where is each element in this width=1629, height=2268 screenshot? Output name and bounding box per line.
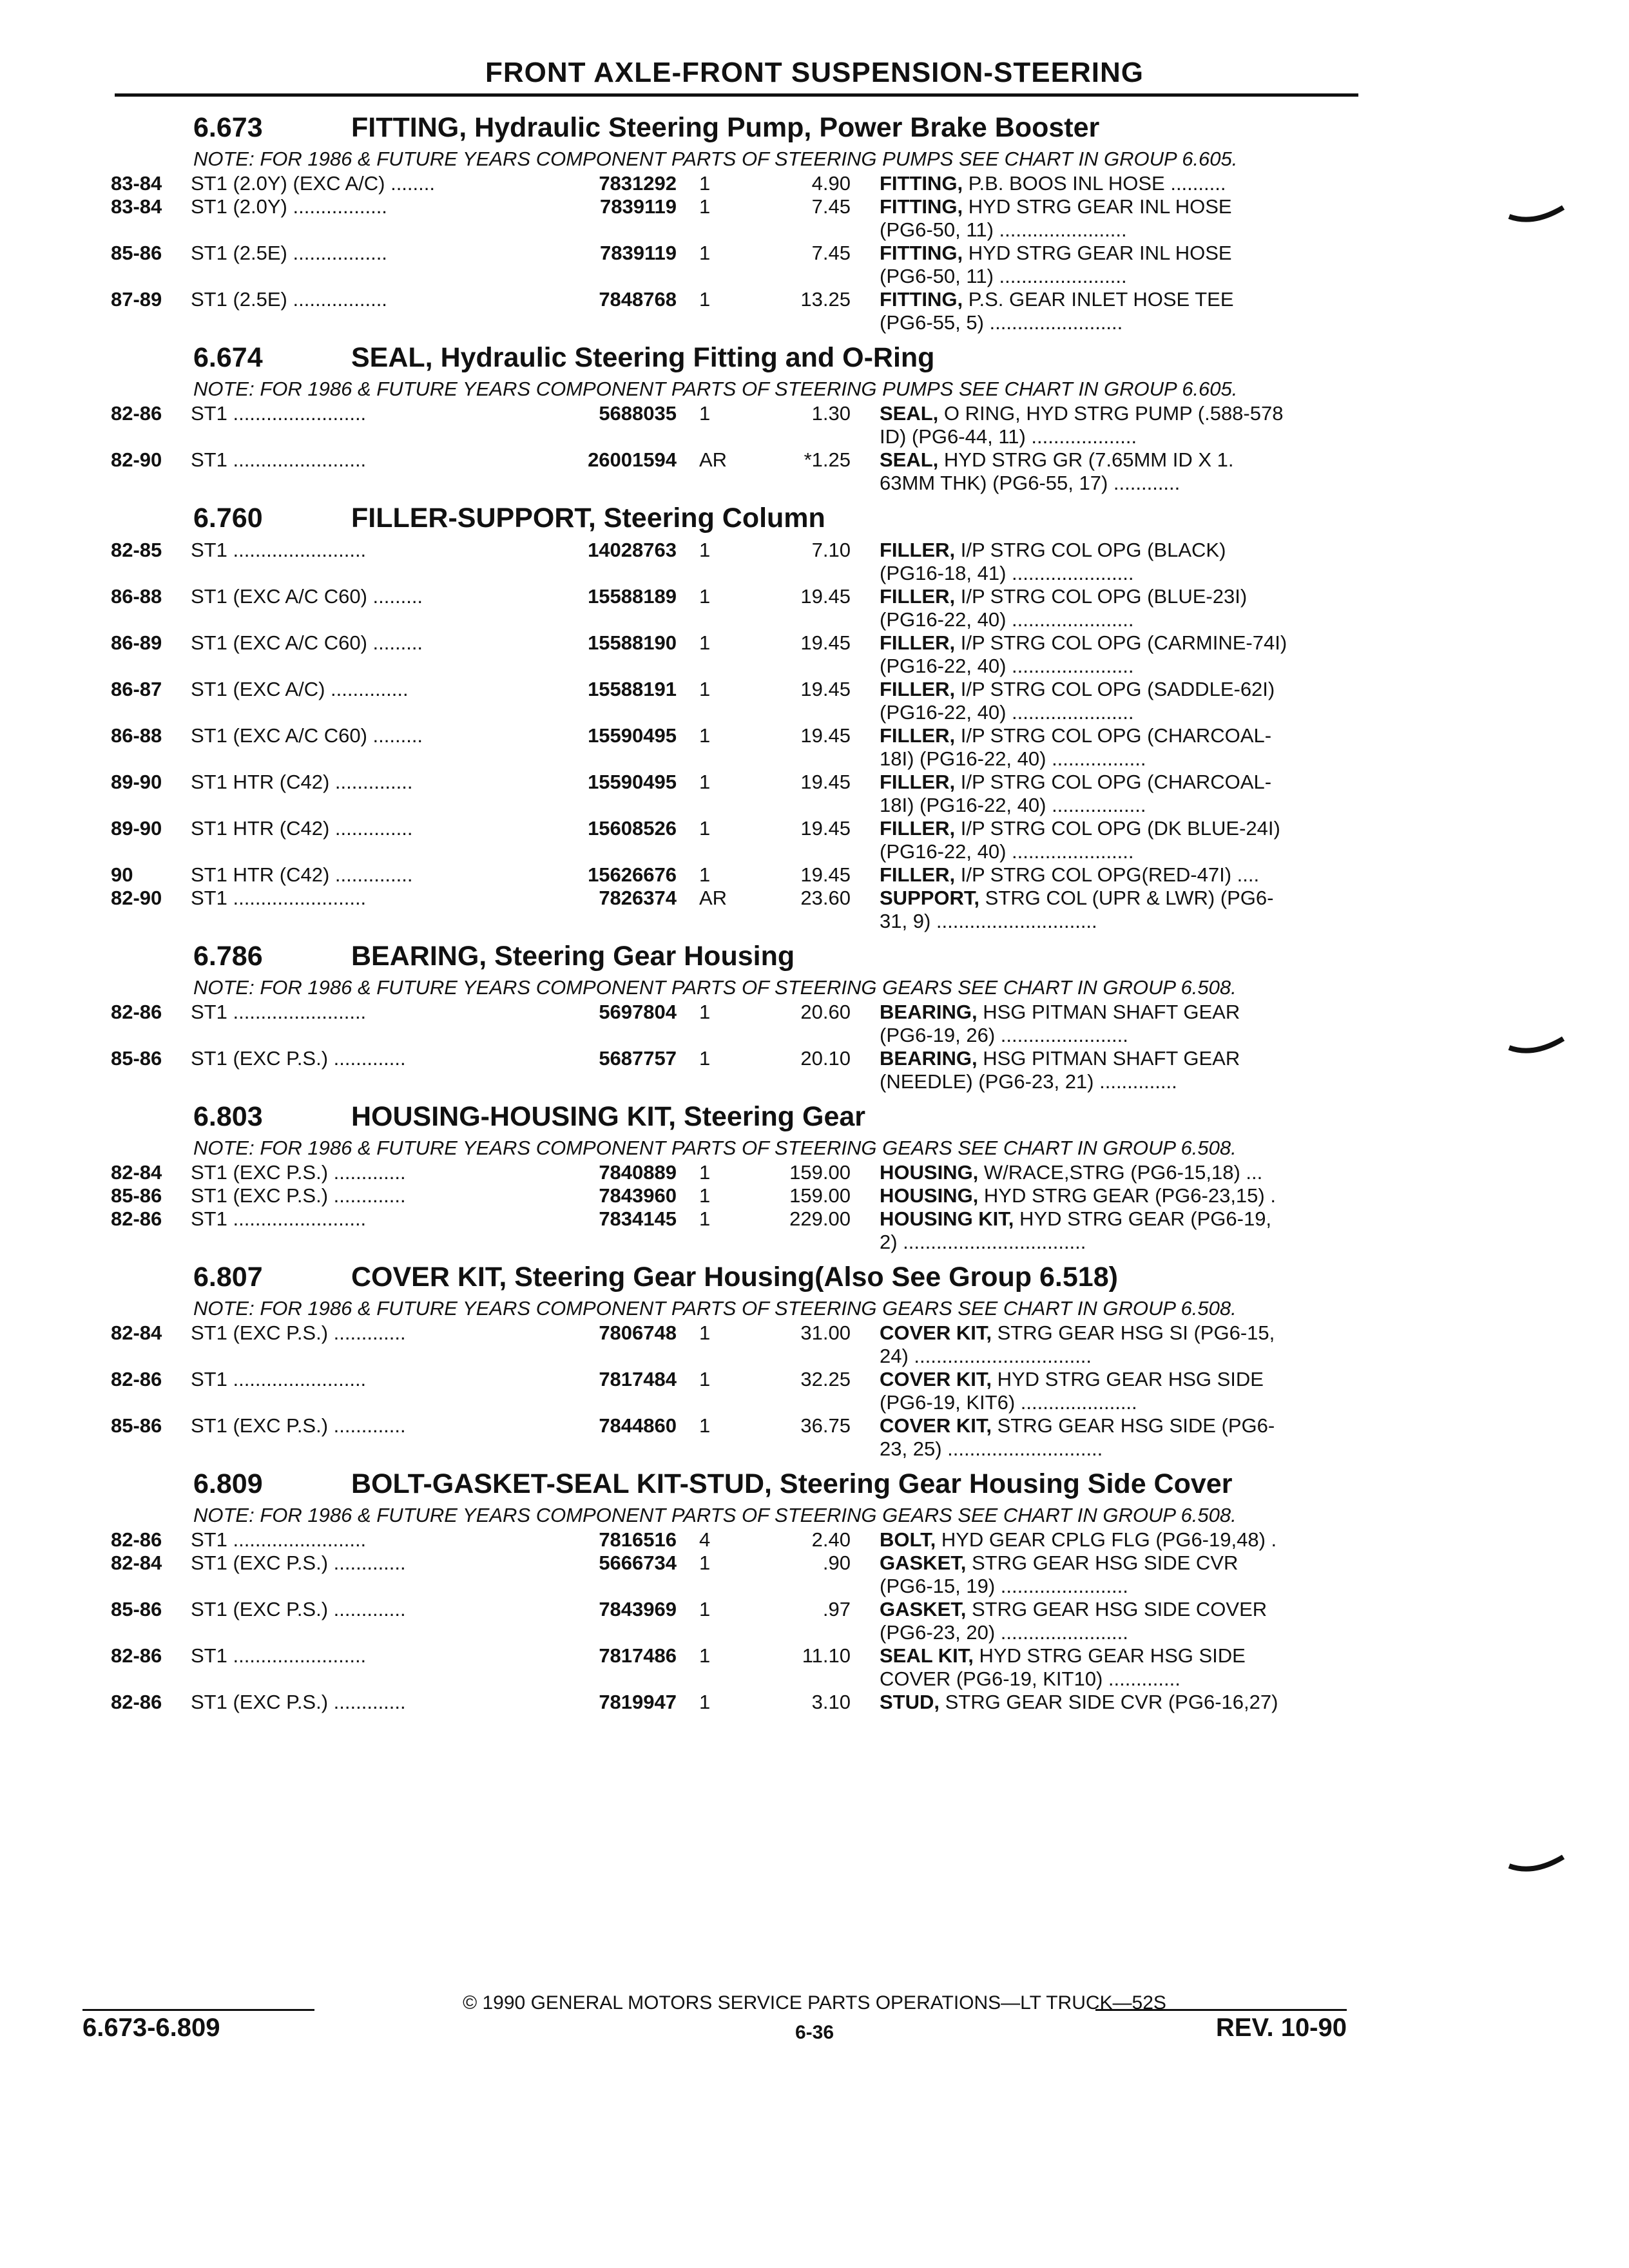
part-years: 82-86 bbox=[111, 1644, 162, 1667]
part-name: FITTING, bbox=[880, 288, 963, 311]
part-quantity: 1 bbox=[699, 242, 711, 264]
part-detail: P.S. GEAR INLET HOSE TEE (PG6-55, 5) ........................ bbox=[880, 288, 1234, 334]
part-detail: W/RACE,STRG (PG6-15,18) ... bbox=[978, 1161, 1263, 1184]
part-description bbox=[880, 288, 1363, 334]
part-row bbox=[0, 288, 1629, 334]
part-name: COVER KIT, bbox=[880, 1321, 992, 1344]
part-detail: HYD STRG GR (7.65MM ID X 1. 63MM THK) (PG6-55, 17) ............ bbox=[880, 448, 1234, 494]
parts-list bbox=[0, 108, 1629, 1718]
part-number: 7816516 bbox=[599, 1528, 677, 1551]
part-years: 82-85 bbox=[111, 539, 162, 561]
part-model: ST1 (EXC P.S.) ............. bbox=[191, 1047, 406, 1070]
part-row bbox=[0, 1001, 1629, 1047]
parts-group bbox=[0, 338, 1629, 495]
part-number: 7839119 bbox=[600, 195, 677, 218]
part-price: .90 bbox=[822, 1552, 851, 1574]
group-title: COVER KIT, Steering Gear Housing(Also See Group 6.518) bbox=[351, 1262, 1118, 1293]
part-detail: STRG COL (UPR & LWR) (PG6- 31, 9) ............................. bbox=[880, 887, 1274, 932]
group-title: BEARING, Steering Gear Housing bbox=[351, 941, 795, 972]
group-title: FILLER-SUPPORT, Steering Column bbox=[351, 503, 825, 533]
part-row bbox=[0, 448, 1629, 495]
part-row bbox=[0, 817, 1629, 863]
part-years: 82-86 bbox=[111, 1207, 162, 1230]
part-number: 7839119 bbox=[600, 242, 677, 264]
part-number: 5687757 bbox=[599, 1047, 677, 1070]
part-quantity: 4 bbox=[699, 1528, 711, 1551]
part-years: 82-90 bbox=[111, 448, 162, 471]
part-detail: I/P STRG COL OPG (CHARCOAL- 18I) (PG16-22, 40) ................. bbox=[880, 771, 1272, 816]
part-price: 32.25 bbox=[800, 1368, 851, 1390]
part-detail: I/P STRG COL OPG (BLACK) (PG16-18, 41) ...................... bbox=[880, 539, 1226, 584]
part-number: 7840889 bbox=[599, 1161, 677, 1184]
group-note: NOTE: FOR 1986 & FUTURE YEARS COMPONENT PARTS OF STEERING GEARS SEE CHART IN GROUP 6.508. bbox=[193, 1297, 1237, 1320]
part-name: SEAL, bbox=[880, 448, 939, 471]
part-model: ST1 (EXC A/C C60) ......... bbox=[191, 631, 423, 654]
part-quantity: 1 bbox=[699, 288, 711, 311]
footer-copyright: © 1990 GENERAL MOTORS SERVICE PARTS OPERATIONS—LT TRUCK—52S bbox=[463, 1992, 1166, 2013]
part-detail: I/P STRG COL OPG (DK BLUE-24I) (PG16-22, 40) ...................... bbox=[880, 817, 1280, 863]
part-model: ST1 (EXC P.S.) ............. bbox=[191, 1691, 406, 1713]
part-name: SEAL KIT, bbox=[880, 1644, 974, 1667]
part-price: .97 bbox=[822, 1598, 851, 1620]
part-row bbox=[0, 1047, 1629, 1093]
part-description bbox=[880, 1414, 1363, 1461]
part-number: 7848768 bbox=[599, 288, 677, 311]
part-name: FITTING, bbox=[880, 242, 963, 264]
part-row bbox=[0, 172, 1629, 195]
parts-group bbox=[0, 1258, 1629, 1461]
part-number: 7826374 bbox=[599, 887, 677, 909]
part-detail: HYD STRG GEAR HSG SIDE (PG6-19, KIT6) ..................... bbox=[880, 1368, 1264, 1414]
group-note: NOTE: FOR 1986 & FUTURE YEARS COMPONENT PARTS OF STEERING PUMPS SEE CHART IN GROUP 6.605. bbox=[193, 378, 1238, 400]
part-years: 85-86 bbox=[111, 1414, 162, 1437]
part-description bbox=[880, 1047, 1363, 1093]
part-detail: HSG PITMAN SHAFT GEAR (NEEDLE) (PG6-23, 21) .............. bbox=[880, 1047, 1240, 1093]
group-heading bbox=[0, 1097, 1629, 1137]
part-years: 82-90 bbox=[111, 887, 162, 909]
part-quantity: 1 bbox=[699, 771, 711, 793]
part-description bbox=[880, 631, 1363, 678]
part-name: FILLER, bbox=[880, 771, 956, 793]
part-quantity: 1 bbox=[699, 1368, 711, 1390]
part-price: 23.60 bbox=[800, 887, 851, 909]
part-years: 85-86 bbox=[111, 1184, 162, 1207]
part-quantity: 1 bbox=[699, 195, 711, 218]
part-number: 15590495 bbox=[588, 771, 677, 793]
part-row bbox=[0, 1184, 1629, 1207]
part-price: 7.45 bbox=[811, 242, 851, 264]
part-name: BEARING, bbox=[880, 1001, 978, 1023]
part-name: STUD, bbox=[880, 1691, 940, 1713]
part-price: 3.10 bbox=[811, 1691, 851, 1713]
part-detail: STRG GEAR SIDE CVR (PG6-16,27) bbox=[940, 1691, 1278, 1713]
part-description bbox=[880, 863, 1363, 887]
part-detail: STRG GEAR HSG SIDE COVER (PG6-23, 20) ....................... bbox=[880, 1598, 1268, 1644]
part-row bbox=[0, 402, 1629, 448]
part-model: ST1 (EXC P.S.) ............. bbox=[191, 1321, 406, 1344]
group-heading bbox=[0, 499, 1629, 539]
part-model: ST1 (2.5E) ................. bbox=[191, 288, 387, 311]
part-model: ST1 ........................ bbox=[191, 402, 367, 425]
part-years: 83-84 bbox=[111, 172, 162, 195]
group-number: 6.760 bbox=[193, 503, 263, 533]
parts-group bbox=[0, 1097, 1629, 1254]
group-heading bbox=[0, 108, 1629, 148]
part-price: 19.45 bbox=[800, 678, 851, 700]
part-quantity: 1 bbox=[699, 1207, 711, 1230]
part-price: 20.60 bbox=[800, 1001, 851, 1023]
part-model: ST1 HTR (C42) .............. bbox=[191, 771, 413, 793]
part-quantity: AR bbox=[699, 448, 728, 471]
part-name: SUPPORT, bbox=[880, 887, 980, 909]
part-price: 13.25 bbox=[800, 288, 851, 311]
part-name: FILLER, bbox=[880, 817, 956, 840]
part-model: ST1 ........................ bbox=[191, 1207, 367, 1230]
group-number: 6.807 bbox=[193, 1262, 263, 1293]
part-quantity: 1 bbox=[699, 1414, 711, 1437]
part-name: FILLER, bbox=[880, 631, 956, 654]
part-detail: HYD STRG GEAR INL HOSE (PG6-50, 11) ....................... bbox=[880, 195, 1232, 241]
part-price: 159.00 bbox=[789, 1161, 851, 1184]
part-number: 26001594 bbox=[588, 448, 677, 471]
part-quantity: 1 bbox=[699, 585, 711, 608]
part-name: HOUSING, bbox=[880, 1184, 979, 1207]
part-price: 229.00 bbox=[789, 1207, 851, 1230]
part-price: 19.45 bbox=[800, 863, 851, 886]
part-price: 19.45 bbox=[800, 585, 851, 608]
part-years: 82-86 bbox=[111, 402, 162, 425]
part-model: ST1 (EXC P.S.) ............. bbox=[191, 1414, 406, 1437]
part-model: ST1 (EXC A/C C60) ......... bbox=[191, 724, 423, 747]
part-name: FILLER, bbox=[880, 539, 956, 561]
part-model: ST1 ........................ bbox=[191, 1368, 367, 1390]
part-description bbox=[880, 242, 1363, 288]
part-description bbox=[880, 1528, 1363, 1552]
part-quantity: 1 bbox=[699, 863, 711, 886]
part-row bbox=[0, 1368, 1629, 1414]
part-name: COVER KIT, bbox=[880, 1368, 992, 1390]
part-description bbox=[880, 1207, 1363, 1254]
part-quantity: 1 bbox=[699, 1047, 711, 1070]
part-row bbox=[0, 195, 1629, 242]
part-description bbox=[880, 1368, 1363, 1414]
group-number: 6.809 bbox=[193, 1468, 263, 1499]
part-model: ST1 ........................ bbox=[191, 1644, 367, 1667]
part-detail: I/P STRG COL OPG (SADDLE-62I) (PG16-22, 40) ...................... bbox=[880, 678, 1275, 724]
part-name: FILLER, bbox=[880, 585, 956, 608]
part-detail: O RING, HYD STRG PUMP (.588-578 ID) (PG6-44, 11) ................... bbox=[880, 402, 1284, 448]
part-description bbox=[880, 1184, 1363, 1207]
part-price: 19.45 bbox=[800, 631, 851, 654]
part-detail: STRG GEAR HSG SIDE (PG6- 23, 25) ............................ bbox=[880, 1414, 1275, 1460]
part-number: 5666734 bbox=[599, 1552, 677, 1574]
part-number: 7817484 bbox=[599, 1368, 677, 1390]
part-description bbox=[880, 724, 1363, 771]
group-number: 6.803 bbox=[193, 1101, 263, 1132]
part-quantity: 1 bbox=[699, 539, 711, 561]
part-detail: I/P STRG COL OPG (CARMINE-74I) (PG16-22, 40) ...................... bbox=[880, 631, 1287, 677]
part-name: FILLER, bbox=[880, 724, 956, 747]
group-number: 6.786 bbox=[193, 941, 263, 972]
part-detail: STRG GEAR HSG SIDE CVR (PG6-15, 19) ....................... bbox=[880, 1552, 1239, 1597]
part-years: 83-84 bbox=[111, 195, 162, 218]
footer-page-number: 6-36 bbox=[795, 2022, 834, 2043]
part-description bbox=[880, 195, 1363, 242]
part-row bbox=[0, 1644, 1629, 1691]
part-years: 86-87 bbox=[111, 678, 162, 700]
part-description bbox=[880, 402, 1363, 448]
part-quantity: 1 bbox=[699, 1644, 711, 1667]
part-name: BOLT, bbox=[880, 1528, 936, 1551]
part-row bbox=[0, 1321, 1629, 1368]
part-model: ST1 HTR (C42) .............. bbox=[191, 863, 413, 886]
part-description bbox=[880, 771, 1363, 817]
part-row bbox=[0, 1161, 1629, 1184]
part-quantity: 1 bbox=[699, 1184, 711, 1207]
part-description bbox=[880, 448, 1363, 495]
part-row bbox=[0, 771, 1629, 817]
part-years: 82-86 bbox=[111, 1001, 162, 1023]
parts-group bbox=[0, 108, 1629, 334]
part-quantity: 1 bbox=[699, 402, 711, 425]
part-model: ST1 ........................ bbox=[191, 1001, 367, 1023]
part-price: *1.25 bbox=[804, 448, 851, 471]
part-price: 20.10 bbox=[800, 1047, 851, 1070]
part-name: BEARING, bbox=[880, 1047, 978, 1070]
group-heading bbox=[0, 1465, 1629, 1504]
part-row bbox=[0, 1207, 1629, 1254]
part-description bbox=[880, 1001, 1363, 1047]
part-price: 11.10 bbox=[802, 1644, 851, 1667]
part-model: ST1 ........................ bbox=[191, 448, 367, 471]
part-number: 15626676 bbox=[588, 863, 677, 886]
part-description bbox=[880, 539, 1363, 585]
part-model: ST1 ........................ bbox=[191, 539, 367, 561]
part-years: 89-90 bbox=[111, 817, 162, 840]
part-years: 82-86 bbox=[111, 1528, 162, 1551]
check-mark-icon bbox=[1508, 1036, 1566, 1062]
part-row bbox=[0, 678, 1629, 724]
group-heading bbox=[0, 1258, 1629, 1298]
part-model: ST1 (2.0Y) ................. bbox=[191, 195, 387, 218]
part-row bbox=[0, 887, 1629, 933]
part-description bbox=[880, 1321, 1363, 1368]
part-price: 19.45 bbox=[800, 817, 851, 840]
part-years: 89-90 bbox=[111, 771, 162, 793]
check-mark-icon bbox=[1508, 205, 1566, 231]
part-detail: STRG GEAR HSG SI (PG6-15, 24) ................................ bbox=[880, 1321, 1275, 1367]
group-note: NOTE: FOR 1986 & FUTURE YEARS COMPONENT PARTS OF STEERING GEARS SEE CHART IN GROUP 6.508. bbox=[193, 976, 1237, 999]
part-name: COVER KIT, bbox=[880, 1414, 992, 1437]
part-number: 7806748 bbox=[599, 1321, 677, 1344]
part-row bbox=[0, 1598, 1629, 1644]
part-name: GASKET, bbox=[880, 1598, 967, 1620]
part-price: 4.90 bbox=[811, 172, 851, 195]
part-model: ST1 (EXC P.S.) ............. bbox=[191, 1552, 406, 1574]
part-quantity: 1 bbox=[699, 1321, 711, 1344]
part-name: HOUSING, bbox=[880, 1161, 979, 1184]
part-row bbox=[0, 242, 1629, 288]
part-number: 7834145 bbox=[599, 1207, 677, 1230]
part-number: 5688035 bbox=[599, 402, 677, 425]
parts-group bbox=[0, 937, 1629, 1093]
group-title: HOUSING-HOUSING KIT, Steering Gear bbox=[351, 1101, 866, 1132]
part-number: 7817486 bbox=[599, 1644, 677, 1667]
part-detail: P.B. BOOS INL HOSE .......... bbox=[963, 172, 1226, 195]
group-heading bbox=[0, 338, 1629, 378]
part-quantity: 1 bbox=[699, 631, 711, 654]
footer-revision: REV. 10-90 bbox=[1215, 2013, 1347, 2042]
part-model: ST1 ........................ bbox=[191, 1528, 367, 1551]
footer-group-range: 6.673-6.809 bbox=[82, 2013, 220, 2042]
part-quantity: 1 bbox=[699, 678, 711, 700]
part-quantity: AR bbox=[699, 887, 728, 909]
group-note: NOTE: FOR 1986 & FUTURE YEARS COMPONENT PARTS OF STEERING GEARS SEE CHART IN GROUP 6.508. bbox=[193, 1504, 1237, 1526]
part-price: 31.00 bbox=[800, 1321, 851, 1344]
part-number: 15588191 bbox=[588, 678, 677, 700]
part-number: 5697804 bbox=[599, 1001, 677, 1023]
page-header-title: FRONT AXLE-FRONT SUSPENSION-STEERING bbox=[485, 57, 1144, 88]
part-row bbox=[0, 1552, 1629, 1598]
part-years: 82-84 bbox=[111, 1321, 162, 1344]
group-note: NOTE: FOR 1986 & FUTURE YEARS COMPONENT PARTS OF STEERING PUMPS SEE CHART IN GROUP 6.605. bbox=[193, 148, 1238, 170]
group-title: FITTING, Hydraulic Steering Pump, Power Brake Booster bbox=[351, 112, 1100, 143]
part-name: SEAL, bbox=[880, 402, 939, 425]
part-row bbox=[0, 1691, 1629, 1714]
part-price: 19.45 bbox=[800, 724, 851, 747]
header-rule bbox=[115, 93, 1358, 97]
part-model: ST1 (2.5E) ................. bbox=[191, 242, 387, 264]
part-model: ST1 (EXC P.S.) ............. bbox=[191, 1598, 406, 1620]
group-number: 6.673 bbox=[193, 112, 263, 143]
part-quantity: 1 bbox=[699, 1552, 711, 1574]
group-note: NOTE: FOR 1986 & FUTURE YEARS COMPONENT PARTS OF STEERING GEARS SEE CHART IN GROUP 6.508. bbox=[193, 1137, 1237, 1159]
part-years: 82-86 bbox=[111, 1691, 162, 1713]
part-description bbox=[880, 1644, 1363, 1691]
part-years: 87-89 bbox=[111, 288, 162, 311]
group-title: BOLT-GASKET-SEAL KIT-STUD, Steering Gear Housing Side Cover bbox=[351, 1468, 1233, 1499]
part-detail: HSG PITMAN SHAFT GEAR (PG6-19, 26) ....................... bbox=[880, 1001, 1240, 1046]
part-quantity: 1 bbox=[699, 1691, 711, 1713]
part-price: 159.00 bbox=[789, 1184, 851, 1207]
part-row bbox=[0, 539, 1629, 585]
part-detail: I/P STRG COL OPG (BLUE-23I) (PG16-22, 40) ...................... bbox=[880, 585, 1248, 631]
part-model: ST1 (EXC P.S.) ............. bbox=[191, 1161, 406, 1184]
part-number: 15608526 bbox=[588, 817, 677, 840]
part-row bbox=[0, 631, 1629, 678]
part-years: 85-86 bbox=[111, 1598, 162, 1620]
part-price: 2.40 bbox=[811, 1528, 851, 1551]
part-quantity: 1 bbox=[699, 1598, 711, 1620]
part-row bbox=[0, 1414, 1629, 1461]
part-name: HOUSING KIT, bbox=[880, 1207, 1014, 1230]
part-model: ST1 (EXC A/C C60) ......... bbox=[191, 585, 423, 608]
part-years: 85-86 bbox=[111, 1047, 162, 1070]
part-quantity: 1 bbox=[699, 724, 711, 747]
part-model: ST1 (EXC A/C) .............. bbox=[191, 678, 409, 700]
part-price: 7.10 bbox=[811, 539, 851, 561]
part-row bbox=[0, 585, 1629, 631]
part-number: 7843969 bbox=[599, 1598, 677, 1620]
part-years: 82-86 bbox=[111, 1368, 162, 1390]
part-years: 86-88 bbox=[111, 585, 162, 608]
part-name: FITTING, bbox=[880, 195, 963, 218]
part-description bbox=[880, 817, 1363, 863]
group-number: 6.674 bbox=[193, 342, 263, 373]
part-detail: HYD STRG GEAR INL HOSE (PG6-50, 11) ....................... bbox=[880, 242, 1232, 287]
part-row bbox=[0, 724, 1629, 771]
part-row bbox=[0, 1528, 1629, 1552]
part-description bbox=[880, 1552, 1363, 1598]
part-years: 86-88 bbox=[111, 724, 162, 747]
group-heading bbox=[0, 937, 1629, 977]
part-number: 14028763 bbox=[588, 539, 677, 561]
group-title: SEAL, Hydraulic Steering Fitting and O-Ring bbox=[351, 342, 935, 373]
part-description bbox=[880, 585, 1363, 631]
part-number: 15590495 bbox=[588, 724, 677, 747]
part-detail: HYD STRG GEAR (PG6-19, 2) ................................. bbox=[880, 1207, 1272, 1253]
part-years: 82-84 bbox=[111, 1161, 162, 1184]
part-description bbox=[880, 1598, 1363, 1644]
part-model: ST1 ........................ bbox=[191, 887, 367, 909]
part-name: FITTING, bbox=[880, 172, 963, 195]
part-detail: I/P STRG COL OPG(RED-47I) .... bbox=[955, 863, 1260, 886]
part-model: ST1 HTR (C42) .............. bbox=[191, 817, 413, 840]
part-model: ST1 (EXC P.S.) ............. bbox=[191, 1184, 406, 1207]
part-detail: HYD STRG GEAR HSG SIDE COVER (PG6-19, KIT10) ............. bbox=[880, 1644, 1246, 1690]
part-description bbox=[880, 678, 1363, 724]
parts-group bbox=[0, 1465, 1629, 1714]
part-years: 85-86 bbox=[111, 242, 162, 264]
part-name: FILLER, bbox=[880, 678, 956, 700]
part-description bbox=[880, 1691, 1363, 1714]
part-price: 19.45 bbox=[800, 771, 851, 793]
part-quantity: 1 bbox=[699, 172, 711, 195]
part-price: 1.30 bbox=[811, 402, 851, 425]
part-number: 7819947 bbox=[599, 1691, 677, 1713]
part-quantity: 1 bbox=[699, 817, 711, 840]
check-mark-icon bbox=[1508, 1854, 1566, 1880]
part-quantity: 1 bbox=[699, 1001, 711, 1023]
part-model: ST1 (2.0Y) (EXC A/C) ........ bbox=[191, 172, 435, 195]
part-years: 90 bbox=[111, 863, 133, 886]
part-years: 82-84 bbox=[111, 1552, 162, 1574]
part-years: 86-89 bbox=[111, 631, 162, 654]
part-price: 7.45 bbox=[811, 195, 851, 218]
part-description bbox=[880, 1161, 1363, 1184]
part-detail: I/P STRG COL OPG (CHARCOAL- 18I) (PG16-22, 40) ................. bbox=[880, 724, 1272, 770]
part-number: 7843960 bbox=[599, 1184, 677, 1207]
part-detail: HYD GEAR CPLG FLG (PG6-19,48) . bbox=[936, 1528, 1277, 1551]
part-row bbox=[0, 863, 1629, 887]
part-description bbox=[880, 887, 1363, 933]
part-name: GASKET, bbox=[880, 1552, 967, 1574]
parts-group bbox=[0, 499, 1629, 933]
part-price: 36.75 bbox=[800, 1414, 851, 1437]
part-number: 15588189 bbox=[588, 585, 677, 608]
part-description bbox=[880, 172, 1363, 195]
part-number: 15588190 bbox=[588, 631, 677, 654]
part-quantity: 1 bbox=[699, 1161, 711, 1184]
part-number: 7831292 bbox=[599, 172, 677, 195]
part-name: FILLER, bbox=[880, 863, 956, 886]
part-detail: HYD STRG GEAR (PG6-23,15) . bbox=[978, 1184, 1276, 1207]
part-number: 7844860 bbox=[599, 1414, 677, 1437]
